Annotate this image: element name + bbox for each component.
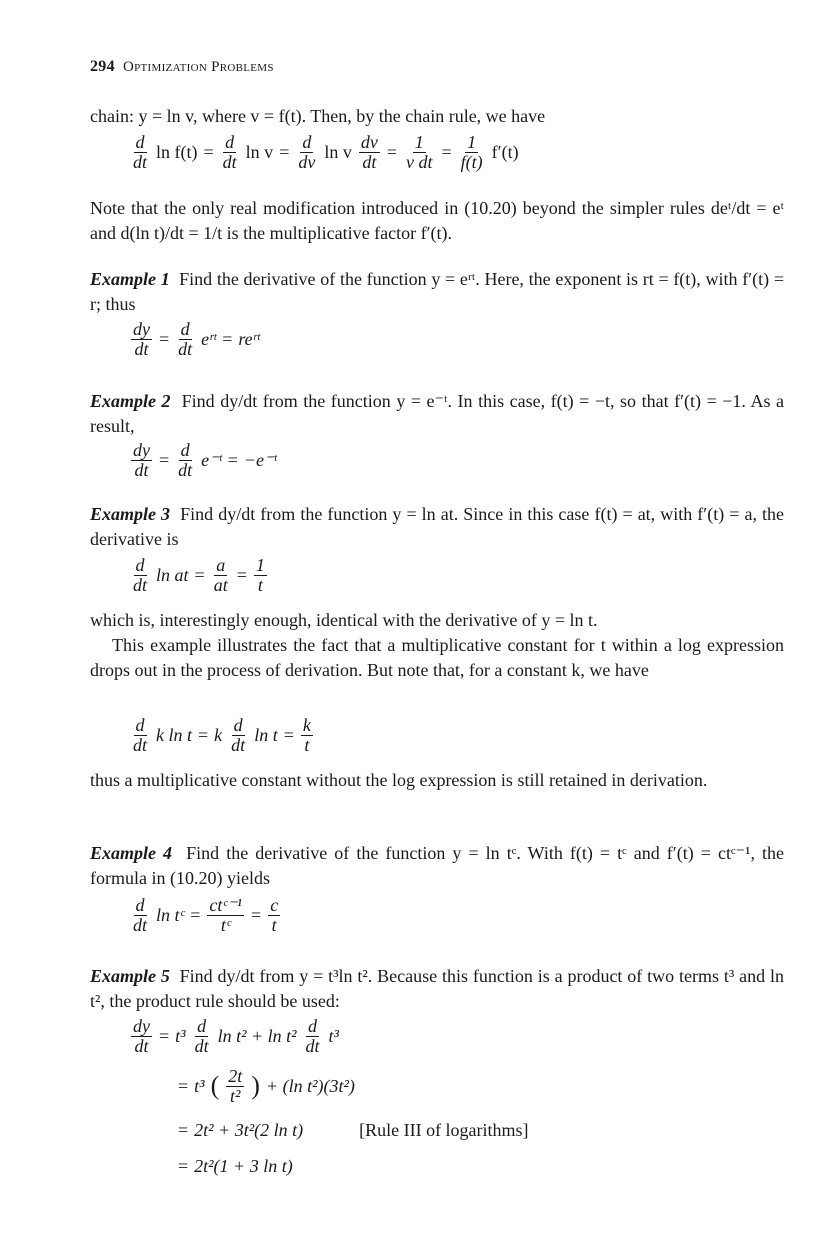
eq-sign: = [178, 1155, 189, 1176]
example-body: Find the derivative of the function y = eʳᵗ. Here, the exponent is rt = f(t), with f′(t) = r; thus [90, 269, 785, 314]
frac-d-dt: $\frac{d}{dt}$ [305, 1015, 320, 1056]
example-4-equation [130, 896, 281, 935]
page-number: 294 [90, 58, 115, 75]
example-label: Example 3 [90, 504, 171, 524]
frac-1-t: $\frac{1}{t}$ [255, 555, 265, 595]
example-3-text [90, 502, 784, 552]
example-label: Example 4 [90, 843, 173, 863]
chain-text: chain: y = ln v, where v = f(t). Then, by the chain rule, we have [90, 106, 546, 126]
eq-sign: = [251, 905, 262, 925]
eq-line-2: = t³ ( $\frac{2t}{\text{t²}}$ ) + (ln t²)(3t²) [178, 1065, 355, 1106]
example-body: Find dy/dt from y = t³ln t². Because this function is a product of two terms t³ and ln t², the product rule should be used: [90, 966, 785, 1011]
eq-sign: = [441, 142, 452, 162]
eq-sign: = [227, 450, 238, 470]
frac-d-dt: $\frac{d}{dt}$ [231, 715, 246, 755]
example-body: Find dy/dt from the function y = e⁻ᵗ. In this case, f(t) = −t, so that f′(t) = −1. As a result, [90, 391, 785, 436]
example-label: Example 2 [90, 391, 171, 411]
eq-sign: = [386, 142, 398, 162]
eq-term: eʳᵗ [201, 329, 217, 349]
running-head [90, 58, 274, 76]
note-paragraph: Note that the only real modification introduced in (10.20) beyond the simpler rules deᵗ/dt = eᵗ and d(ln t)/dt = 1/t is the multiplicative factor f′(t). [90, 198, 784, 243]
frac-d-dt: $\frac{d}{dt}$ [194, 1015, 209, 1056]
eq-term: ln v [245, 142, 274, 162]
running-title: Optimization Problems [122, 59, 274, 75]
example-3-after: which is, interestingly enough, identical with the derivative of y = ln t. [90, 610, 598, 630]
frac-dy-dt: $\frac{dy}{dt}$ [133, 319, 150, 359]
frac-a-at: $\frac{a}{at}$ [213, 555, 228, 595]
frac-d-dt: $\frac{d}{dt}$ [178, 440, 193, 480]
chain-rule-equation [130, 133, 519, 172]
eq-term: e⁻ᵗ [201, 450, 222, 470]
example-3-equation [130, 556, 268, 595]
example-body: Find dy/dt from the function y = ln at. Since in this case f(t) = at, with f′(t) = a, the derivative is [90, 504, 785, 549]
frac-2t-t2: $\frac{2t}{\text{t²}}$ [228, 1065, 243, 1106]
example-body: Find the derivative of the function y = ln tᶜ. With f(t) = tᶜ and f′(t) = ctᶜ⁻¹, the formula in (10.20) yields [90, 843, 785, 888]
eq-term: k [214, 725, 223, 745]
frac-ct-tc: $\frac{\text{ctᶜ⁻¹}}{\text{tᶜ}}$ [209, 895, 243, 935]
eq-term: t³ [175, 1025, 186, 1046]
eq-term: reʳᵗ [238, 329, 260, 349]
frac-d-dt-2: $\frac{d}{dt}$ [222, 132, 237, 172]
eq-term: ln f(t) [156, 142, 198, 162]
eq-sign: = [190, 905, 201, 925]
eq-sign: = [178, 1119, 189, 1140]
eq-sign: = [198, 725, 209, 745]
example-5-text [90, 964, 784, 1014]
eq-term: f′(t) [491, 142, 519, 162]
eq-sign: = [159, 1025, 170, 1046]
frac-d-dt: $\frac{d}{dt}$ [133, 555, 148, 595]
eq-term: ln v [324, 142, 352, 162]
eq-term: −e⁻ᵗ [243, 450, 277, 470]
example-label: Example 5 [90, 966, 170, 986]
eq-sign: = [194, 565, 205, 585]
example-1-text [90, 267, 784, 317]
frac-d-dv: $\frac{d}{dv}$ [298, 132, 316, 172]
eq-sign: = [222, 329, 233, 349]
eq-term: k ln t [156, 725, 193, 745]
frac-d-dt: $\frac{d}{dt}$ [133, 715, 148, 755]
frac-d-dt: $\frac{d}{dt}$ [133, 895, 148, 935]
eq-line-3 [178, 1112, 529, 1148]
eq-term: ln t [254, 725, 278, 745]
eq-term: ln t² + ln t² [217, 1025, 297, 1046]
example-2-equation [130, 441, 277, 480]
frac-1-vdt: $\frac{1}{\text{v dt}}$ [406, 132, 433, 172]
eq-term: ln tᶜ [156, 905, 185, 925]
example-2-text [90, 389, 784, 439]
eq-term: t³ [194, 1075, 205, 1096]
example-3-para2: This example illustrates the fact that a multiplicative constant for t within a log expression drops out in the process of derivation. But note that, for a constant k, we have [90, 635, 784, 680]
frac-d-dt: $\frac{d}{dt}$ [178, 319, 193, 359]
example-5-equation [130, 1015, 529, 1184]
eq-term: + (ln t²)(3t²) [265, 1075, 355, 1096]
frac-k-t: $\frac{k}{t}$ [302, 715, 311, 755]
eq-sign: = [178, 1075, 189, 1096]
eq-sign: = [159, 329, 170, 349]
example-4-text [90, 841, 784, 891]
eq-line-4 [178, 1148, 529, 1184]
example-label: Example 1 [90, 269, 170, 289]
eq-term: 2t²(1 + 3 ln t) [194, 1155, 293, 1176]
frac-dy-dt: $\frac{dy}{dt}$ [133, 1015, 150, 1056]
example-3-equation-2 [130, 716, 314, 755]
eq-sign: = [279, 142, 290, 162]
eq-sign: = [283, 725, 294, 745]
example-3-para3: thus a multiplicative constant without the log expression is still retained in derivation. [90, 770, 708, 790]
frac-dy-dt: $\frac{dy}{dt}$ [133, 440, 150, 480]
eq-term: 2t² + 3t²(2 ln t) [194, 1119, 304, 1140]
eq-term: t³ [328, 1025, 339, 1046]
eq-term: ln at [156, 565, 189, 585]
frac-1-ft: $\frac{1}{f(t)}$ [460, 132, 483, 172]
frac-dv-dt: $\frac{dv}{dt}$ [360, 132, 378, 172]
rule-note: [Rule III of logarithms] [359, 1119, 529, 1140]
frac-c-t: $\frac{c}{t}$ [270, 895, 279, 935]
frac-d-dt-1: $\frac{d}{dt}$ [133, 132, 148, 172]
eq-sign: = [159, 450, 170, 470]
eq-sign: = [236, 565, 247, 585]
example-1-equation [130, 320, 260, 359]
eq-sign: = [203, 142, 214, 162]
